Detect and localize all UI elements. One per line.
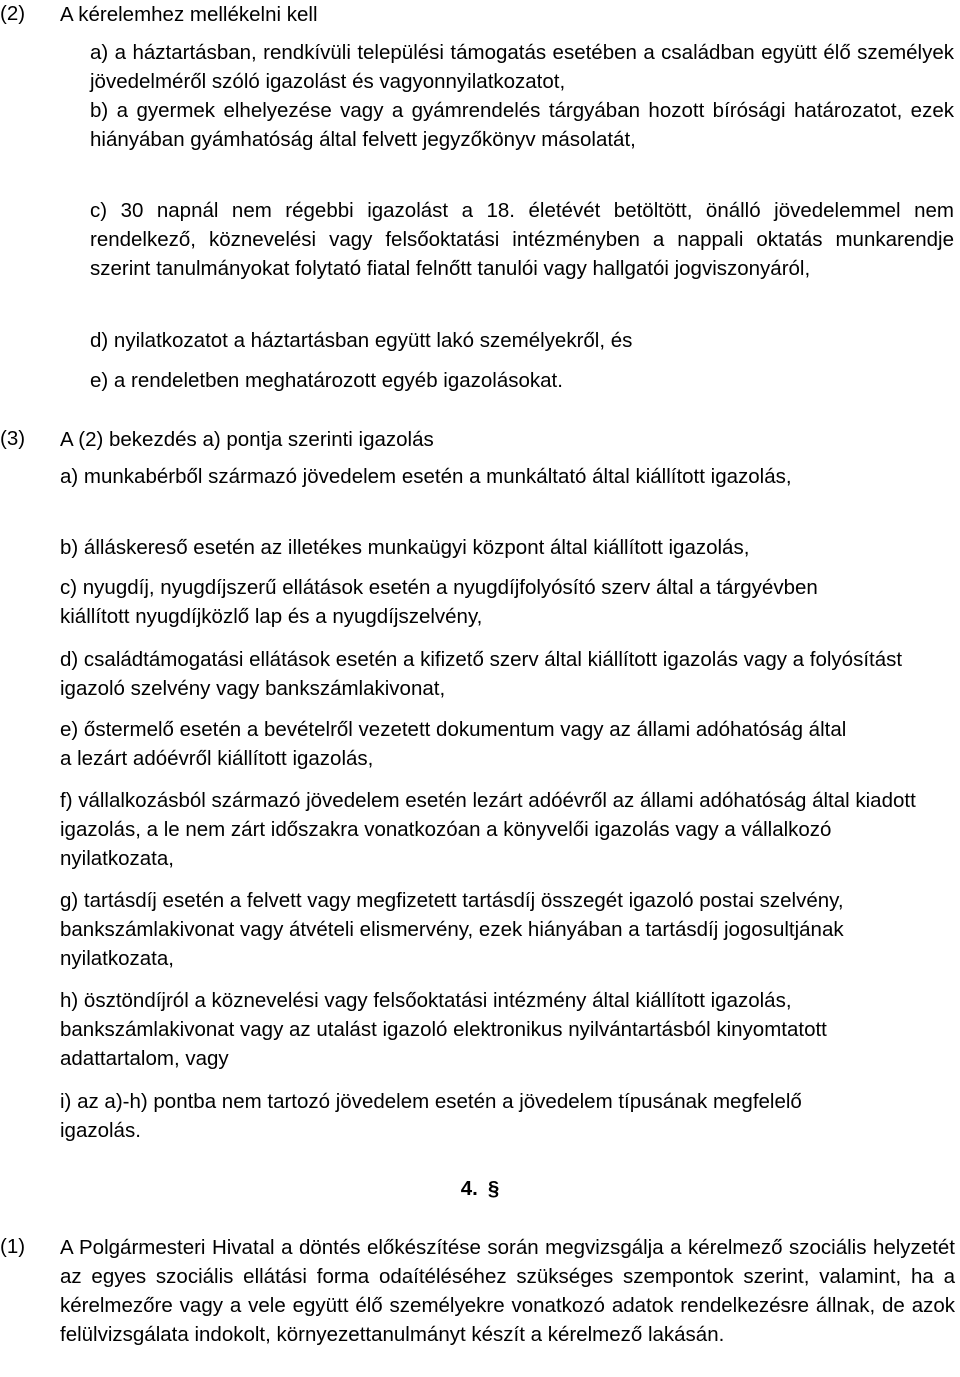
paragraph-2-item-c: c) 30 napnál nem régebbi igazolást a 18. életévét betöltött, önálló jövedelemmel nem rendelkező, köznevelési vagy felsőoktatási intézményben a nappali oktatás munkarendje szerint tanulmányokat folytató fiatal felnőtt tanulói vagy hallgatói jogviszonyáról, [90, 199, 954, 280]
paragraph-2-item-b: b) a gyermek elhelyezése vagy a gyámrendelés tárgyában hozott bírósági határozatot, ezek hiányában gyámhatóság által felvett jegyzőkönyv másolatát, [90, 99, 954, 151]
paragraph-3-item-c: c) nyugdíj, nyugdíjszerű ellátások esetén a nyugdíjfolyósító szerv által a tárgyévben kiállított nyugdíjközlő lap és a nyugdíjszelvény, [60, 576, 818, 628]
paragraph-3-item-e: e) őstermelő esetén a bevételről vezetett dokumentum vagy az állami adóhatóság által a lezárt adóévről kiállított igazolás, [60, 718, 847, 770]
paragraph-2-item-a: a) a háztartásban, rendkívüli települési támogatás esetében a családban együtt élő személyek jövedelméről szóló igazolást és vagyonnyilatkozatot, [90, 41, 954, 93]
paragraph-3-item-b: b) álláskereső esetén az illetékes munkaügyi központ által kiállított igazolás, [60, 536, 750, 559]
paragraph-3-item-h: h) ösztöndíjról a köznevelési vagy felsőoktatási intézmény által kiállított igazolás, bankszámlakivonat vagy az utalást igazoló elektronikus nyilvántartásból kinyomtatott adattartalom, vagy [60, 989, 827, 1070]
paragraph-1-text: A Polgármesteri Hivatal a döntés előkészítése során megvizsgálja a kérelmező szociális helyzetét az egyes szociális ellátási forma odaítéléséhez szükséges szempontok szerint, valamint, ha a kérelmezőre vagy a vele együtt élő személyekre vonatkozó adatok rendelkezésre állnak, de azok felülvizsgálata indokolt, környezettanulmányt készít a kérelmező lakásán. [60, 1236, 955, 1346]
paragraph-2-number: (2) [0, 2, 26, 25]
paragraph-2-item-d: d) nyilatkozatot a háztartásban együtt lakó személyekről, és [90, 329, 633, 352]
paragraph-1-number: (1) [0, 1235, 26, 1258]
paragraph-2-intro: A kérelemhez mellékelni kell [60, 3, 318, 26]
section-number: 4. [460, 1177, 478, 1200]
section-symbol: § [487, 1177, 500, 1200]
paragraph-2-item-e: e) a rendeletben meghatározott egyéb igazolásokat. [90, 369, 563, 392]
section-heading [0, 1175, 960, 1203]
paragraph-3-intro: A (2) bekezdés a) pontja szerinti igazolás [60, 428, 434, 451]
paragraph-3-item-g: g) tartásdíj esetén a felvett vagy megfizetett tartásdíj összegét igazoló postai szelvény, bankszámlakivonat vagy átvételi elismervény, ezek hiányában a tartásdíj jogosultjának nyilatkozata, [60, 889, 844, 970]
paragraph-3-item-i: i) az a)-h) pontba nem tartozó jövedelem esetén a jövedelem típusának megfelelő igazolás. [60, 1090, 802, 1142]
paragraph-3-item-f: f) vállalkozásból származó jövedelem esetén lezárt adóévről az állami adóhatóság által kiadott igazolás, a le nem zárt időszakra vonatkozóan a könyvelői igazolás vagy a vállalkozó nyilatkozata, [60, 789, 916, 870]
paragraph-3-item-a: a) munkabérből származó jövedelem esetén a munkáltató által kiállított igazolás, [60, 465, 792, 488]
paragraph-3-number: (3) [0, 427, 26, 450]
paragraph-3-item-d: d) családtámogatási ellátások esetén a kifizető szerv által kiállított igazolás vagy a folyósítást igazoló szelvény vagy bankszámlakivonat, [60, 648, 903, 700]
